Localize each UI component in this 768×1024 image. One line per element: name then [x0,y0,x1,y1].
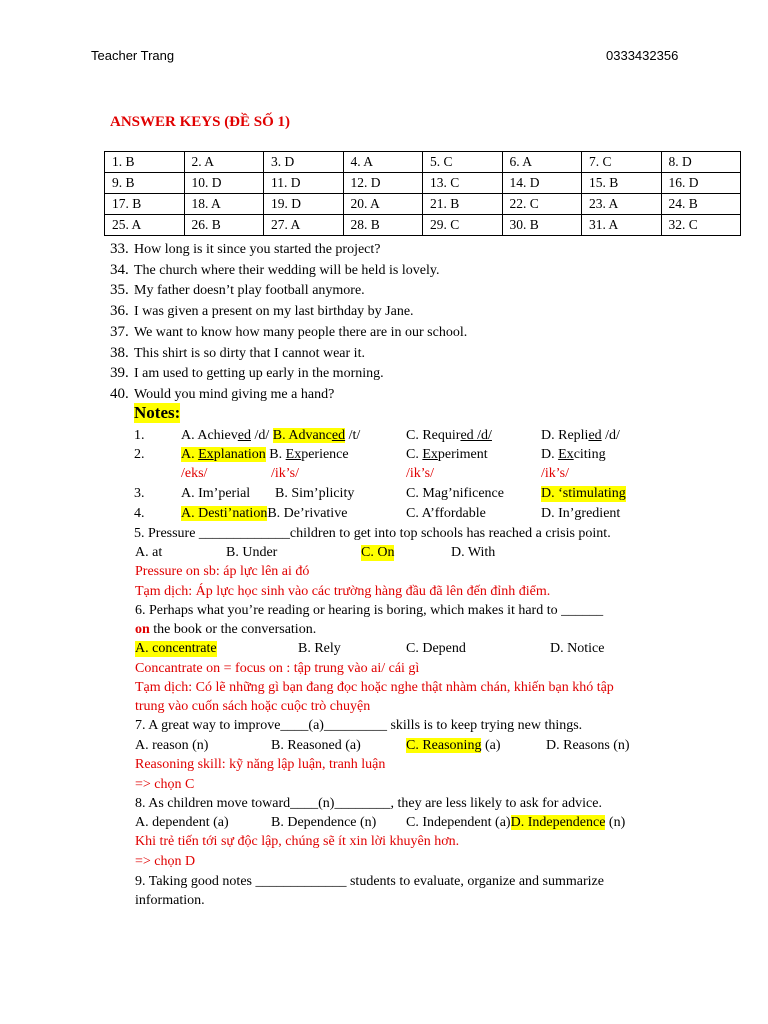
answer-row [105,215,741,236]
answer-cell: 27. A [264,215,344,236]
answer-cell: 14. D [502,173,582,194]
answer-row [105,152,741,173]
q8-stem: 8. As children move toward____(n)________, they are less likely to ask for advice. [135,796,602,811]
q5-d: D. With [451,545,496,560]
answer-sentence [110,324,467,341]
sentence-text: Would you mind giving me a hand? [134,386,335,402]
q9-stem-2: information. [135,893,205,908]
answer-cell: 11. D [264,173,344,194]
sentence-text: We want to know how many people there are in our school. [134,324,468,340]
q6-note-3: trung vào cuốn sách hoặc cuộc trò chuyện [135,699,371,714]
note-q2-d: D. Exciting [541,447,606,462]
sentence-text: The church where their wedding will be held is lovely. [134,262,440,278]
note-q2-phon-d: /ik’s/ [541,466,570,481]
answer-cell: 25. A [105,215,185,236]
note-q4-d: D. In’gredient [541,506,621,521]
note-q2-num: 2. [134,447,145,462]
answer-cell: 12. D [343,173,423,194]
q7-b: B. Reasoned (a) [271,738,361,753]
note-q3-c: C. Mag’nificence [406,486,504,501]
answer-sentence [110,386,334,403]
answer-cell: 24. B [661,194,741,215]
answer-cell: 10. D [184,173,264,194]
answer-cell: 21. B [423,194,503,215]
answer-cell: 29. C [423,215,503,236]
q6-a: A. concentrate [135,641,217,656]
notes-title: Notes: [134,403,181,422]
q6-d: D. Notice [550,641,605,656]
answer-cell: 2. A [184,152,264,173]
sentence-number: 34. [110,261,129,278]
note-q3-num: 3. [134,486,145,501]
q8-b: B. Dependence (n) [271,815,377,830]
q6-note-2: Tạm dịch: Có lẽ những gì bạn đang đọc hoặc nghe thật nhàm chán, khiến bạn khó tập [135,680,614,695]
answer-sentence [110,282,365,299]
note-q2-c: C. Experiment [406,447,488,462]
sentence-number: 38. [110,344,129,361]
answer-sentence [110,365,384,382]
note-q1-num: 1. [134,428,145,443]
q8-cd: C. Independent (a)D. Independence (n) [406,815,626,830]
answer-sentence [110,345,365,362]
q5-b: B. Under [226,545,278,560]
answer-sentence [110,303,414,320]
sentence-number: 40. [110,385,129,402]
q5-note-2: Tạm dịch: Áp lực học sinh vào các trường hàng đầu đã lên đến đỉnh điểm. [135,584,551,599]
note-q2-phon-b: /ik’s/ [271,466,300,481]
answer-cell: 19. D [264,194,344,215]
note-q4-c: C. A’ffordable [406,506,486,521]
q5-a: A. at [135,545,163,560]
note-q3-d: D. ‘stimulating [541,486,626,501]
q5-note-1: Pressure on sb: áp lực lên ai đó [135,564,310,579]
sentence-text: I was given a present on my last birthday by Jane. [134,304,414,320]
q5-c: C. On [361,545,395,560]
sentence-text: I am used to getting up early in the morning. [134,366,384,382]
answer-cell: 20. A [343,194,423,215]
sentence-text: My father doesn’t play football anymore. [134,283,365,299]
note-q3-a: A. Im’perial [181,486,251,501]
answer-cell: 8. D [661,152,741,173]
answer-cell: 16. D [661,173,741,194]
answer-cell: 3. D [264,152,344,173]
q6-c: C. Depend [406,641,466,656]
q8-a: A. dependent (a) [135,815,229,830]
answer-cell: 15. B [582,173,662,194]
answer-cell: 4. A [343,152,423,173]
sentence-number: 35. [110,282,129,299]
answer-cell: 32. C [661,215,741,236]
q6-stem-1: 6. Perhaps what you’re reading or hearing is boring, which makes it hard to ______ [135,603,604,618]
answer-cell: 28. B [343,215,423,236]
q6-b: B. Rely [298,641,341,656]
sentence-number: 39. [110,365,129,382]
answer-cell: 17. B [105,194,185,215]
note-q4-ab: A. Desti’nationB. De’rivative [181,506,348,521]
answer-cell: 22. C [502,194,582,215]
answer-cell: 5. C [423,152,503,173]
answer-cell: 18. A [184,194,264,215]
answer-cell: 26. B [184,215,264,236]
answer-cell: 1. B [105,152,185,173]
answer-row [105,194,741,215]
q6-note-1: Concantrate on = focus on : tập trung vào ai/ cái gì [135,661,420,676]
sentence-number: 33. [110,241,129,257]
q7-note-1: Reasoning skill: kỹ năng lập luận, tranh luận [135,757,386,772]
sentence-number: 36. [110,303,129,320]
sentence-text: This shirt is so dirty that I cannot wear it. [134,345,365,361]
header-phone: 0333432356 [606,48,679,63]
q5-stem: 5. Pressure _____________children to get into top schools has reached a crisis point. [134,526,611,541]
page-title: ANSWER KEYS (ĐỀ SỐ 1) [110,114,291,130]
q7-d: D. Reasons (n) [546,738,630,753]
q7-note-2: => chọn C [135,777,195,792]
answer-cell: 6. A [502,152,582,173]
answer-cell: 23. A [582,194,662,215]
note-q1-d: D. Replied /d/ [541,428,620,443]
q6-stem-2: on the book or the conversation. [135,622,317,637]
sentence-number: 37. [110,323,129,340]
answer-row [105,173,741,194]
note-q1-a: A. Achieved /d/ B. Advanced /t/ [181,428,361,443]
answer-key-table [104,151,741,236]
sentence-text: How long is it since you started the project? [134,242,381,257]
note-q1-c: C. Required /d/ [406,428,492,443]
q7-a: A. reason (n) [135,738,209,753]
q7-c: C. Reasoning (a) [406,738,501,753]
answer-cell: 7. C [582,152,662,173]
note-q2-phon-a: /eks/ [181,466,208,481]
answer-cell: 31. A [582,215,662,236]
answer-sentence [110,241,381,258]
note-q2-phon-c: /ik’s/ [406,466,435,481]
answer-cell: 30. B [502,215,582,236]
q8-note-2: => chọn D [135,854,196,869]
answer-cell: 9. B [105,173,185,194]
note-q2-a: A. Explanation B. Experience [181,447,349,462]
q9-stem-1: 9. Taking good notes _____________ students to evaluate, organize and summarize [135,874,604,889]
q8-note-1: Khi trẻ tiến tới sự độc lập, chúng sẽ ít xin lời khuyên hơn. [135,834,460,849]
note-q3-b: B. Sim’plicity [275,486,355,501]
q7-stem: 7. A great way to improve____(a)_________ skills is to keep trying new things. [135,718,583,733]
header-teacher-name: Teacher Trang [91,48,175,63]
answer-cell: 13. C [423,173,503,194]
note-q4-num: 4. [134,506,145,521]
answer-sentence [110,262,439,279]
